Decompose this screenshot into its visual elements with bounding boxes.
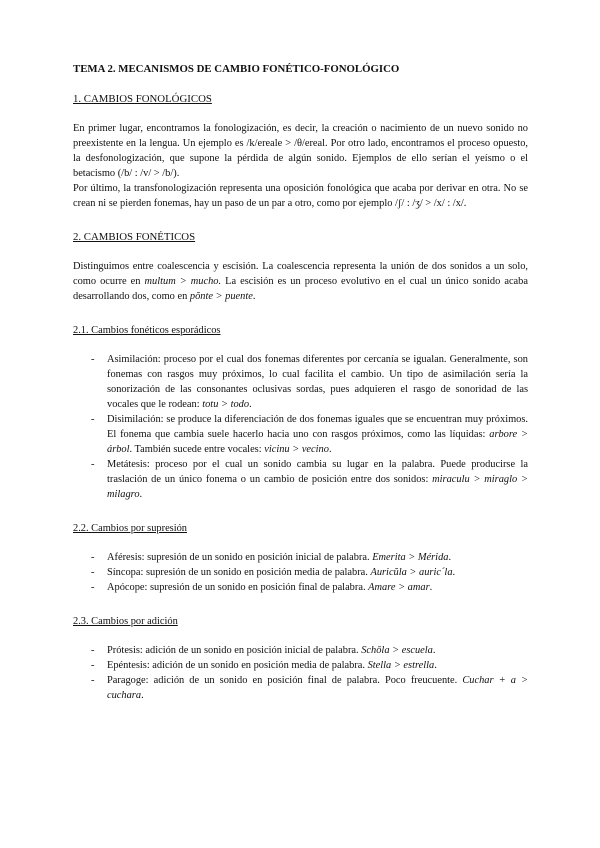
text-run: .: [328, 444, 332, 455]
list-item: - Epéntesis: adición de un sonido en posición media de palabra. Stella > estrella.: [91, 660, 437, 671]
text-run: .: [252, 291, 256, 302]
document-title: TEMA 2. MECANISMOS DE CAMBIO FONÉTICO-FONOLÓGICO: [73, 63, 400, 75]
subsection-heading-2-1: 2.1. Cambios fonéticos esporádicos: [73, 325, 221, 336]
example-text: pŏnte > puente: [189, 291, 253, 302]
item-text: Aféresis: supresión de un sonido en posición inicial de palabra.: [107, 552, 373, 563]
item-text: Asimilación: proceso por el cual dos fonemas diferentes por cercanía se igualan. Generalmente, son fonemas con rasgos muy próximos, lo cual facilita el cambio. Un tipo de asimilación sería la sonorización de las consonantes oclusivas sordas, pues adquieren el rasgo de sonoridad de las vocales que le rodean:: [107, 354, 528, 410]
list-item: - Paragoge: adición de un sonido en posición final de palabra. Poco freucuente. Cuchar + a > cuchara.: [91, 675, 528, 701]
list-item: - Aféresis: supresión de un sonido en posición inicial de palabra. Emerita > Mérida.: [91, 552, 452, 563]
subsection-heading-2-3: 2.3. Cambios por adición: [73, 616, 178, 627]
example-text: arbore > árbol: [107, 429, 528, 455]
item-text: Prótesis: adición de un sonido en posición inicial de palabra.: [107, 645, 362, 656]
item-text: Epéntesis: adición de un sonido en posición media de palabra.: [107, 660, 368, 671]
text-run: .: [432, 645, 436, 656]
section-heading-1: 1. CAMBIOS FONOLÓGICOS: [73, 93, 212, 105]
list-item: - Metátesis: proceso por el cual un sonido cambia su lugar en la palabra. Puede producirse la traslación de un único fonema o un cambio de posición entre dos sonidos: miraculu > miraglo > milagro.: [91, 459, 528, 500]
example-text: Stella > estrella: [367, 660, 435, 671]
example-text: Schōla > escuela: [361, 645, 433, 656]
list-item: - Disimilación: se produce la diferenciación de dos fonemas iguales que se encuentran muy próximos. El fonema que cambia suele hacerlo hacia uno con rasgos próximos, como las líquidas: arbore > árbol. También sucede entre vocales: vicinu > vecino.: [91, 414, 528, 455]
text-run: .: [429, 582, 433, 593]
text-run: .: [434, 660, 437, 671]
list-item: - Apócope: supresión de un sonido en posición final de palabra. Amare > amar.: [91, 582, 433, 593]
example-text: multum > mucho.: [144, 276, 222, 287]
example-text: Auricŭla > auric´la: [370, 567, 453, 578]
example-text: Amare > amar: [368, 582, 430, 593]
list-item: - Prótesis: adición de un sonido en posición inicial de palabra. Schōla > escuela.: [91, 645, 436, 656]
item-text: Apócope: supresión de un sonido en posición final de palabra.: [107, 582, 369, 593]
item-text: Síncopa: supresión de un sonido en posición media de palabra.: [107, 567, 371, 578]
bullet-list: [73, 352, 528, 502]
subsection-heading-2-2: 2.2. Cambios por supresión: [73, 523, 188, 534]
item-text: Paragoge: adición de un sonido en posición final de palabra. Poco freucuente.: [107, 675, 463, 686]
text-run: .: [452, 567, 456, 578]
bullet-list: [73, 643, 528, 703]
bullet-list: [73, 550, 528, 595]
example-text: Emerita > Mérida: [372, 552, 449, 563]
section-heading-2: 2. CAMBIOS FONÉTICOS: [73, 231, 196, 243]
text-run: .: [141, 690, 144, 701]
list-item: - Asimilación: proceso por el cual dos fonemas diferentes por cercanía se igualan. Generalmente, son fonemas con rasgos muy próximos, lo cual facilita el cambio. Un tipo de asimilación sería la sonorización de las consonantes oclusivas sordas, pues adquieren el rasgo de sonoridad de las vocales que le rodean: totu > todo.: [91, 354, 528, 410]
example-text: vicinu > vecino: [264, 444, 329, 455]
document-page: [73, 62, 528, 703]
item-text: Metátesis: proceso por el cual un sonido cambia su lugar en la palabra. Puede producirse la traslación de un único fonema o un cambio de posición entre dos sonidos:: [107, 459, 528, 485]
text-run: La escisión es un proceso evolutivo en el cual un único sonido acaba desarrollando dos, como en: [73, 276, 528, 302]
paragraph: En primer lugar, encontramos la fonologización, es decir, la creación o nacimiento de un nuevo sonido no preexistente en la lengua. Un ejemplo es /k/ereale > /θ/ereal. Por otro lado, encontramos el proceso opuesto, la desfonologización, que supone la pérdida de algún sonido. Ejemplos de ello serían el yeísmo o el betacismo (/b/ : /v/ > /b/).: [73, 123, 528, 179]
list-item: - Síncopa: supresión de un sonido en posición media de palabra. Auricŭla > auric´la.: [91, 567, 456, 578]
paragraph: [73, 259, 528, 304]
item-text: Disimilación: se produce la diferenciación de dos fonemas iguales que se encuentran muy próximos. El fonema que cambia suele hacerlo hacia uno con rasgos próximos, como las líquidas:: [107, 414, 528, 440]
text-run: .: [448, 552, 452, 563]
paragraph: Por último, la transfonologización representa una oposición fonológica que acaba por derivar en otra. No se crean ni se pierden fonemas, hay un paso de un par a otro, como por ejemplo /ʃ/ : /ʒ/ > /x/ : /x/.: [73, 183, 528, 209]
example-text: totu > todo: [202, 399, 250, 410]
text-run: .: [249, 399, 252, 410]
text-run: Distinguimos entre coalescencia y escisión. La coalescencia representa la unión de dos sonidos a un solo, como ocurre en: [73, 261, 528, 287]
text-run: . También sucede entre vocales:: [129, 444, 265, 455]
text-run: .: [139, 489, 143, 500]
example-text: miraculu > miraglo > milagro: [107, 474, 528, 500]
example-text: Cuchar + a > cuchara: [107, 675, 528, 701]
